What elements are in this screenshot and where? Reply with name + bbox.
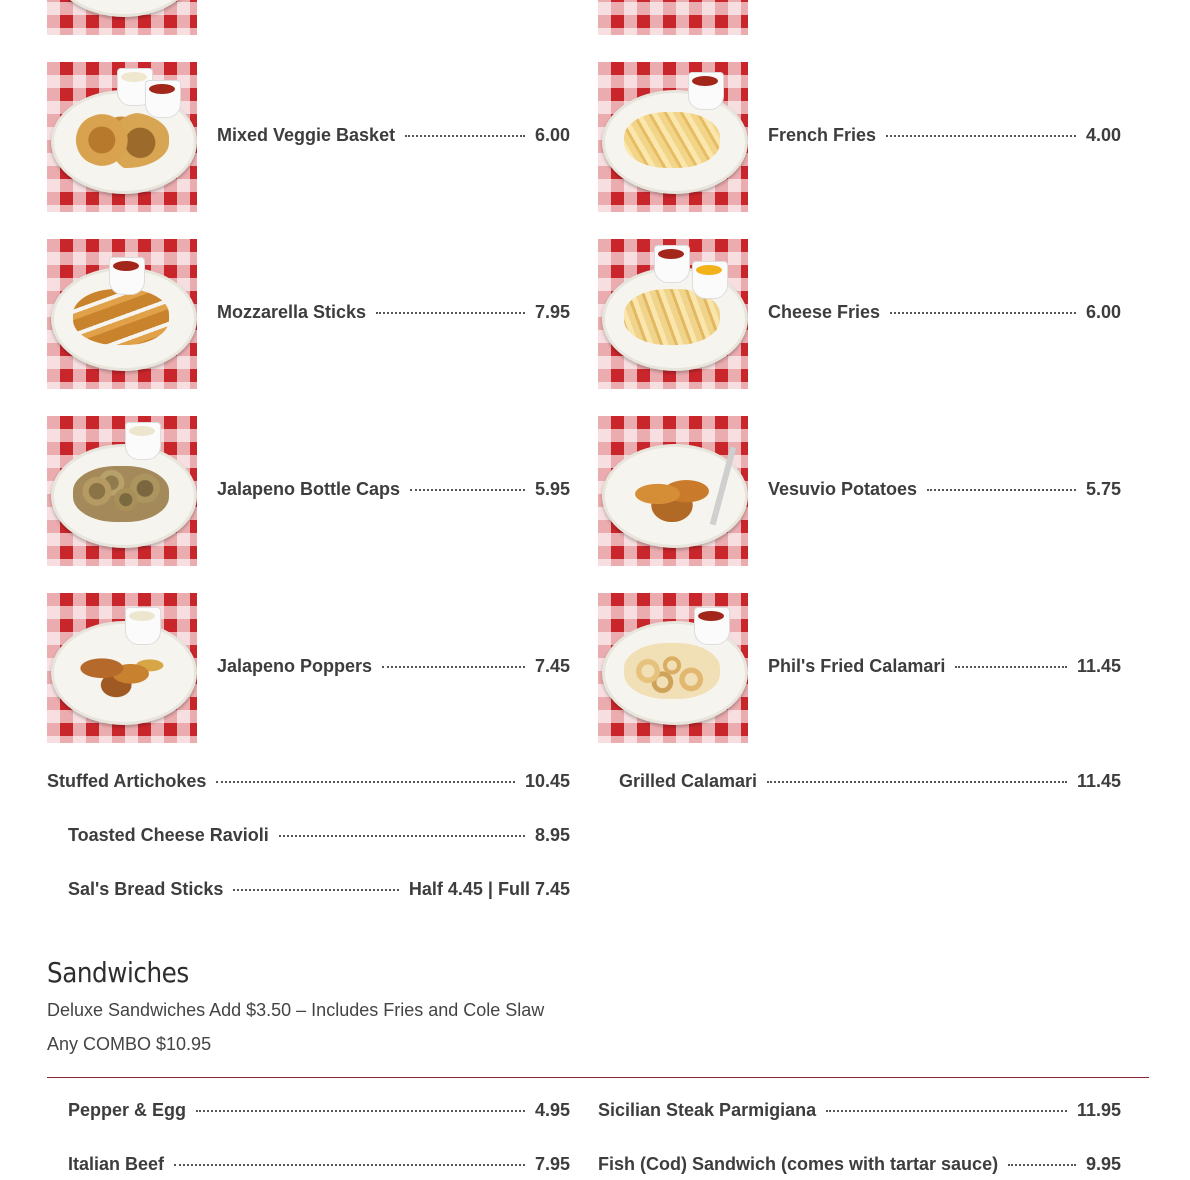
menu-item-italian-beef: [68, 1151, 570, 1177]
leader-dots: [826, 1110, 1067, 1112]
menu-item-mixed-veggie-basket: [217, 122, 570, 148]
menu-item-sicilian-steak-parmigiana: [598, 1097, 1121, 1123]
leader-dots: [216, 781, 515, 783]
menu-item-cheese-fries: [768, 299, 1121, 325]
item-name: Grilled Calamari: [619, 770, 758, 791]
item-price: 5.75: [1085, 478, 1121, 499]
item-price: 6.00: [1085, 301, 1121, 322]
item-name: Fish (Cod) Sandwich (comes with tartar sauce): [598, 1153, 999, 1174]
fried-calamari-photo: [598, 593, 748, 743]
item-name: Italian Beef: [68, 1153, 165, 1174]
item-price: 4.00: [1085, 124, 1121, 145]
item-price: 10.45: [524, 770, 570, 791]
leader-dots: [955, 666, 1067, 668]
item-price: Half 4.45 | Full 7.45: [408, 878, 570, 899]
cheese-fries-photo: [598, 239, 748, 389]
menu-item-fried-calamari: [768, 653, 1121, 679]
item-price: 8.95: [534, 824, 570, 845]
item-price: 11.95: [1076, 1099, 1121, 1120]
item-name: Sal's Bread Sticks: [68, 878, 224, 899]
leader-dots: [382, 666, 525, 668]
menu-item-fish-sandwich: [598, 1151, 1121, 1177]
french-fries-photo: [598, 62, 748, 212]
section-divider: [47, 1077, 1149, 1078]
menu-item-vesuvio-potatoes: [768, 476, 1121, 502]
vesuvio-potatoes-photo: [598, 416, 748, 566]
item-price: 6.00: [534, 124, 570, 145]
menu-item-french-fries: [768, 122, 1121, 148]
item-price: 11.45: [1076, 655, 1121, 676]
section-title-sandwiches: Sandwiches: [47, 956, 189, 989]
leader-dots: [279, 835, 525, 837]
leader-dots: [174, 1164, 525, 1166]
menu-item-grilled-calamari: [619, 768, 1121, 794]
leader-dots: [890, 312, 1076, 314]
item-name: Jalapeno Bottle Caps: [217, 478, 401, 499]
item-name: Stuffed Artichokes: [47, 770, 207, 791]
leader-dots: [233, 889, 399, 891]
section-note-combo: Any COMBO $10.95: [47, 1034, 212, 1054]
item-name: Toasted Cheese Ravioli: [68, 824, 269, 845]
item-name: Mixed Veggie Basket: [217, 124, 396, 145]
item-name: Phil's Fried Calamari: [768, 655, 946, 676]
jalapeno-bottle-caps-photo: [47, 416, 197, 566]
menu-item-pepper-and-egg: [68, 1097, 570, 1123]
item-name: Vesuvio Potatoes: [768, 478, 918, 499]
leader-dots: [196, 1110, 525, 1112]
leader-dots: [767, 781, 1067, 783]
mixed-veggie-basket-photo: [47, 62, 197, 212]
cropped-food-photo: [598, 0, 748, 35]
item-name: Sicilian Steak Parmigiana: [598, 1099, 817, 1120]
item-price: 7.95: [534, 301, 570, 322]
item-name: French Fries: [768, 124, 877, 145]
mozzarella-sticks-photo: [47, 239, 197, 389]
menu-item-mozzarella-sticks: [217, 299, 570, 325]
cropped-food-photo: [47, 0, 197, 35]
jalapeno-poppers-photo: [47, 593, 197, 743]
leader-dots: [376, 312, 525, 314]
leader-dots: [1008, 1164, 1076, 1166]
item-price: 4.95: [534, 1099, 570, 1120]
leader-dots: [886, 135, 1076, 137]
menu-item-toasted-cheese-ravioli: [68, 822, 570, 848]
menu-item-bread-sticks: [68, 876, 570, 902]
menu-item-jalapeno-poppers: [217, 653, 570, 679]
item-name: Pepper & Egg: [68, 1099, 187, 1120]
menu-item-stuffed-artichokes: [47, 768, 570, 794]
item-price: 5.95: [534, 478, 570, 499]
item-price: 9.95: [1085, 1153, 1121, 1174]
leader-dots: [927, 489, 1076, 491]
section-note-deluxe: Deluxe Sandwiches Add $3.50 – Includes Fries and Cole Slaw: [47, 1000, 545, 1020]
item-price: 11.45: [1076, 770, 1121, 791]
menu-item-jalapeno-bottle-caps: [217, 476, 570, 502]
item-name: Jalapeno Poppers: [217, 655, 373, 676]
item-price: 7.45: [534, 655, 570, 676]
item-name: Mozzarella Sticks: [217, 301, 367, 322]
leader-dots: [410, 489, 525, 491]
item-price: 7.95: [534, 1153, 570, 1174]
item-name: Cheese Fries: [768, 301, 881, 322]
leader-dots: [405, 135, 525, 137]
